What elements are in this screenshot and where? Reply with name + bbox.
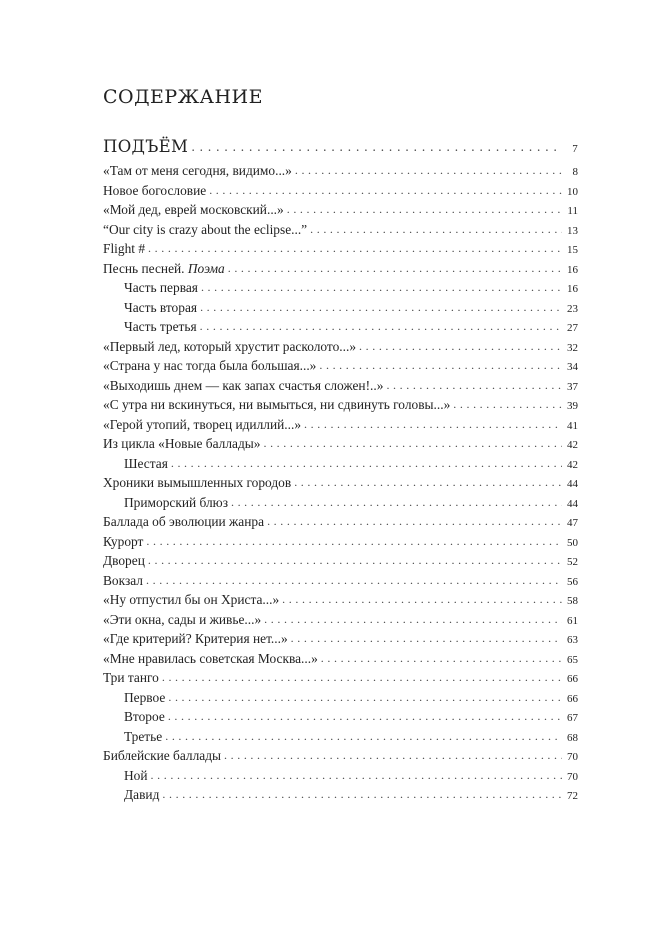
toc-entry <box>103 748 578 768</box>
toc-entry-title-text: Часть первая <box>124 280 198 295</box>
toc-subentry <box>103 300 578 320</box>
dot-leader <box>168 709 562 724</box>
toc-entry-title <box>103 378 383 394</box>
toc-entry-title-text: Из цикла «Новые баллады» <box>103 436 261 451</box>
toc-page-number: 68 <box>567 731 578 744</box>
dot-leader <box>148 553 562 568</box>
toc-entry-title <box>103 183 206 199</box>
toc-entry <box>103 651 578 671</box>
toc-entry-title-text: Третье <box>124 728 163 744</box>
dot-leader <box>209 183 562 198</box>
toc-entry-title <box>103 495 228 511</box>
toc-page-number: 27 <box>567 322 578 334</box>
toc-entry-title <box>103 670 159 686</box>
toc-entry-title-text: Песнь песней. <box>103 260 185 276</box>
dot-leader <box>453 397 562 412</box>
toc-entry-title-text: ПОДЪЁМ <box>103 137 189 156</box>
dot-leader <box>294 475 562 490</box>
toc-entry-title <box>103 748 221 764</box>
toc-subentry <box>103 768 578 788</box>
toc-entry-title <box>103 436 260 452</box>
toc-entry-title-text: «Там от меня сегодня, видимо...» <box>103 163 292 178</box>
toc-entry-title <box>103 729 162 745</box>
toc-entry-title <box>103 514 264 530</box>
toc-page-number: 16 <box>567 283 578 295</box>
toc-page-number: 56 <box>567 575 578 588</box>
toc-entry-title-text: «Эти окна, сады и живье...» <box>103 611 262 627</box>
toc-entry-title-text: Часть третья <box>124 319 197 334</box>
toc-subentry <box>103 709 578 729</box>
toc-page-number: 72 <box>567 790 578 802</box>
dot-leader <box>386 378 562 393</box>
dot-leader <box>200 300 562 315</box>
toc-entry <box>103 592 578 612</box>
toc-page-number: 44 <box>567 497 578 510</box>
toc-page-number: 15 <box>567 244 578 256</box>
toc-entry-title <box>103 553 145 569</box>
toc-entry <box>103 339 578 359</box>
toc-entry-title-text: Дворец <box>103 553 145 568</box>
toc-page-number: 50 <box>567 536 578 549</box>
toc-part-entry <box>103 137 578 159</box>
dot-leader <box>200 319 562 334</box>
toc-entry-title-text: «Ну отпустил бы он Христа...» <box>103 592 280 607</box>
toc-entry <box>103 631 578 651</box>
toc-entry <box>103 202 578 222</box>
toc-page-number: 61 <box>567 614 578 627</box>
toc-entry-title-text: «Герой утопий, творец идиллий...» <box>103 416 302 432</box>
toc-entry-title <box>103 319 197 335</box>
toc-entry-title-text: Баллада об эволюции жанра <box>103 514 265 529</box>
toc-entry-title <box>103 651 318 667</box>
dot-leader <box>267 514 562 529</box>
toc-page-number: 66 <box>567 673 578 685</box>
toc-page-number: 42 <box>567 458 578 471</box>
toc-entry-title-text: Библейские баллады <box>103 748 222 763</box>
dot-leader <box>264 612 562 627</box>
dot-leader <box>321 651 562 666</box>
dot-leader <box>359 339 562 354</box>
toc-entry-title <box>103 573 143 589</box>
dot-leader <box>151 768 562 783</box>
toc-page-number: 65 <box>567 653 578 666</box>
toc-entry-title-text: «Первый лед, который хрустит расколото...» <box>103 338 357 354</box>
toc-subentry <box>103 319 578 339</box>
toc-page-number: 16 <box>567 263 578 276</box>
toc-entry-title-text: «Мне нравилась советская Москва...» <box>103 650 318 666</box>
contents-heading: СОДЕРЖАНИЕ <box>103 86 263 108</box>
dot-leader <box>282 592 562 607</box>
toc-entry-title <box>103 709 165 725</box>
toc-entry <box>103 417 578 437</box>
dot-leader <box>162 787 562 802</box>
dot-leader <box>291 631 562 646</box>
toc-entry-title-text: Давид <box>124 787 160 802</box>
dot-leader <box>319 358 562 373</box>
toc-page-number: 10 <box>567 185 578 198</box>
toc-entry <box>103 475 578 495</box>
toc-entry-title-text: Второе <box>124 709 165 724</box>
toc-page-number: 34 <box>567 361 578 373</box>
toc-entry-title <box>103 241 145 257</box>
toc-entry-title-text: Новое богословие <box>103 182 207 198</box>
dot-leader <box>263 436 562 451</box>
toc-entry <box>103 514 578 534</box>
dot-leader <box>231 495 562 510</box>
dot-leader <box>228 261 562 276</box>
toc-entry-title-text: «Мой дед, еврей московский...» <box>103 202 284 217</box>
toc-entry-title-text: Первое <box>124 689 166 705</box>
toc-subentry <box>103 787 578 807</box>
toc-page-number: 37 <box>567 380 578 393</box>
toc-page-number: 70 <box>567 770 578 783</box>
toc-entry-title <box>103 163 292 179</box>
toc-entry-title-text: Три танго <box>103 670 159 685</box>
toc-entry-title <box>103 417 301 433</box>
toc-entry-title <box>103 456 168 472</box>
toc-entry-title <box>103 397 450 413</box>
toc-subentry <box>103 690 578 710</box>
toc-entry-title <box>103 358 316 374</box>
toc-entry-title <box>103 612 261 628</box>
toc-page-number: 13 <box>567 224 578 237</box>
dot-leader <box>165 729 562 744</box>
toc-entry-title-text: «Страна у нас тогда была большая...» <box>103 358 317 373</box>
table-of-contents <box>103 137 578 807</box>
toc-entry-title <box>103 222 307 238</box>
toc-entry-title <box>103 475 291 491</box>
toc-page-number: 23 <box>567 302 578 315</box>
toc-entry-genre: Поэма <box>187 260 225 276</box>
toc-entry-title <box>103 339 356 355</box>
toc-entry-title-text: Шестая <box>124 455 168 471</box>
toc-entry-title <box>103 261 225 277</box>
toc-entry-title-text: Ной <box>124 767 148 783</box>
toc-entry-title-text: «Выходишь днем — как запах счастья сложен!..» <box>103 377 384 393</box>
toc-page-number: 39 <box>567 400 578 412</box>
toc-page-number: 7 <box>572 143 578 155</box>
toc-entry-title <box>103 592 279 608</box>
toc-entry <box>103 436 578 456</box>
toc-entry-title-text: Часть вторая <box>124 299 198 315</box>
toc-entry <box>103 612 578 632</box>
toc-subentry <box>103 495 578 515</box>
toc-page-number: 41 <box>567 419 578 432</box>
toc-entry-title <box>103 787 159 803</box>
dot-leader <box>148 241 562 256</box>
dot-leader <box>191 140 562 154</box>
toc-entry <box>103 573 578 593</box>
toc-subentry <box>103 729 578 749</box>
toc-entry <box>103 261 578 281</box>
toc-entry <box>103 183 578 203</box>
toc-entry <box>103 553 578 573</box>
toc-page-number: 52 <box>567 556 578 568</box>
toc-entry <box>103 397 578 417</box>
toc-entry <box>103 670 578 690</box>
toc-page-number: 11 <box>567 205 578 217</box>
toc-page-number: 47 <box>567 517 578 529</box>
toc-entry-title <box>103 534 143 550</box>
dot-leader <box>171 456 562 471</box>
toc-entry <box>103 358 578 378</box>
toc-entry-title-text: «С утра ни вскинуться, ни вымыться, ни сдвинуть головы...» <box>103 397 451 412</box>
toc-entry-title <box>103 202 284 218</box>
dot-leader <box>224 748 562 763</box>
toc-page-number: 58 <box>567 595 578 607</box>
dot-leader <box>304 417 562 432</box>
dot-leader <box>162 670 562 685</box>
dot-leader <box>310 222 562 237</box>
dot-leader <box>146 573 562 588</box>
toc-entry-title <box>103 631 288 647</box>
toc-entry-title <box>103 280 198 296</box>
toc-entry-title-text: “Our city is crazy about the eclipse...” <box>103 221 308 237</box>
toc-entry <box>103 378 578 398</box>
toc-page-number: 8 <box>572 166 578 178</box>
toc-entry-title-text: Приморский блюз <box>124 494 228 510</box>
toc-entry <box>103 534 578 554</box>
toc-entry-title <box>103 690 165 706</box>
toc-entry <box>103 222 578 242</box>
toc-page-number: 42 <box>567 439 578 451</box>
toc-entry-title-text: «Где критерий? Критерия нет...» <box>103 631 288 646</box>
toc-subentry <box>103 456 578 476</box>
dot-leader <box>146 534 562 549</box>
toc-page-number: 67 <box>567 712 578 724</box>
toc-entry-title <box>103 300 197 316</box>
dot-leader <box>168 690 562 705</box>
toc-entry-title <box>103 768 148 784</box>
toc-entry-title-text: Вокзал <box>103 572 143 588</box>
dot-leader <box>287 202 562 217</box>
toc-page-number: 70 <box>567 751 578 763</box>
toc-page-number: 32 <box>567 341 578 354</box>
toc-entry-title <box>103 137 188 156</box>
toc-entry <box>103 241 578 261</box>
toc-subentry <box>103 280 578 300</box>
toc-entry-title-text: Flight # <box>103 241 146 256</box>
toc-page-number: 44 <box>567 478 578 490</box>
toc-entry-title-text: Курорт <box>103 533 144 549</box>
dot-leader <box>201 280 562 295</box>
dot-leader <box>295 163 562 178</box>
toc-entry <box>103 163 578 183</box>
toc-entry-title-text: Хроники вымышленных городов <box>103 475 292 490</box>
toc-page-number: 63 <box>567 634 578 646</box>
toc-page-number: 66 <box>567 692 578 705</box>
